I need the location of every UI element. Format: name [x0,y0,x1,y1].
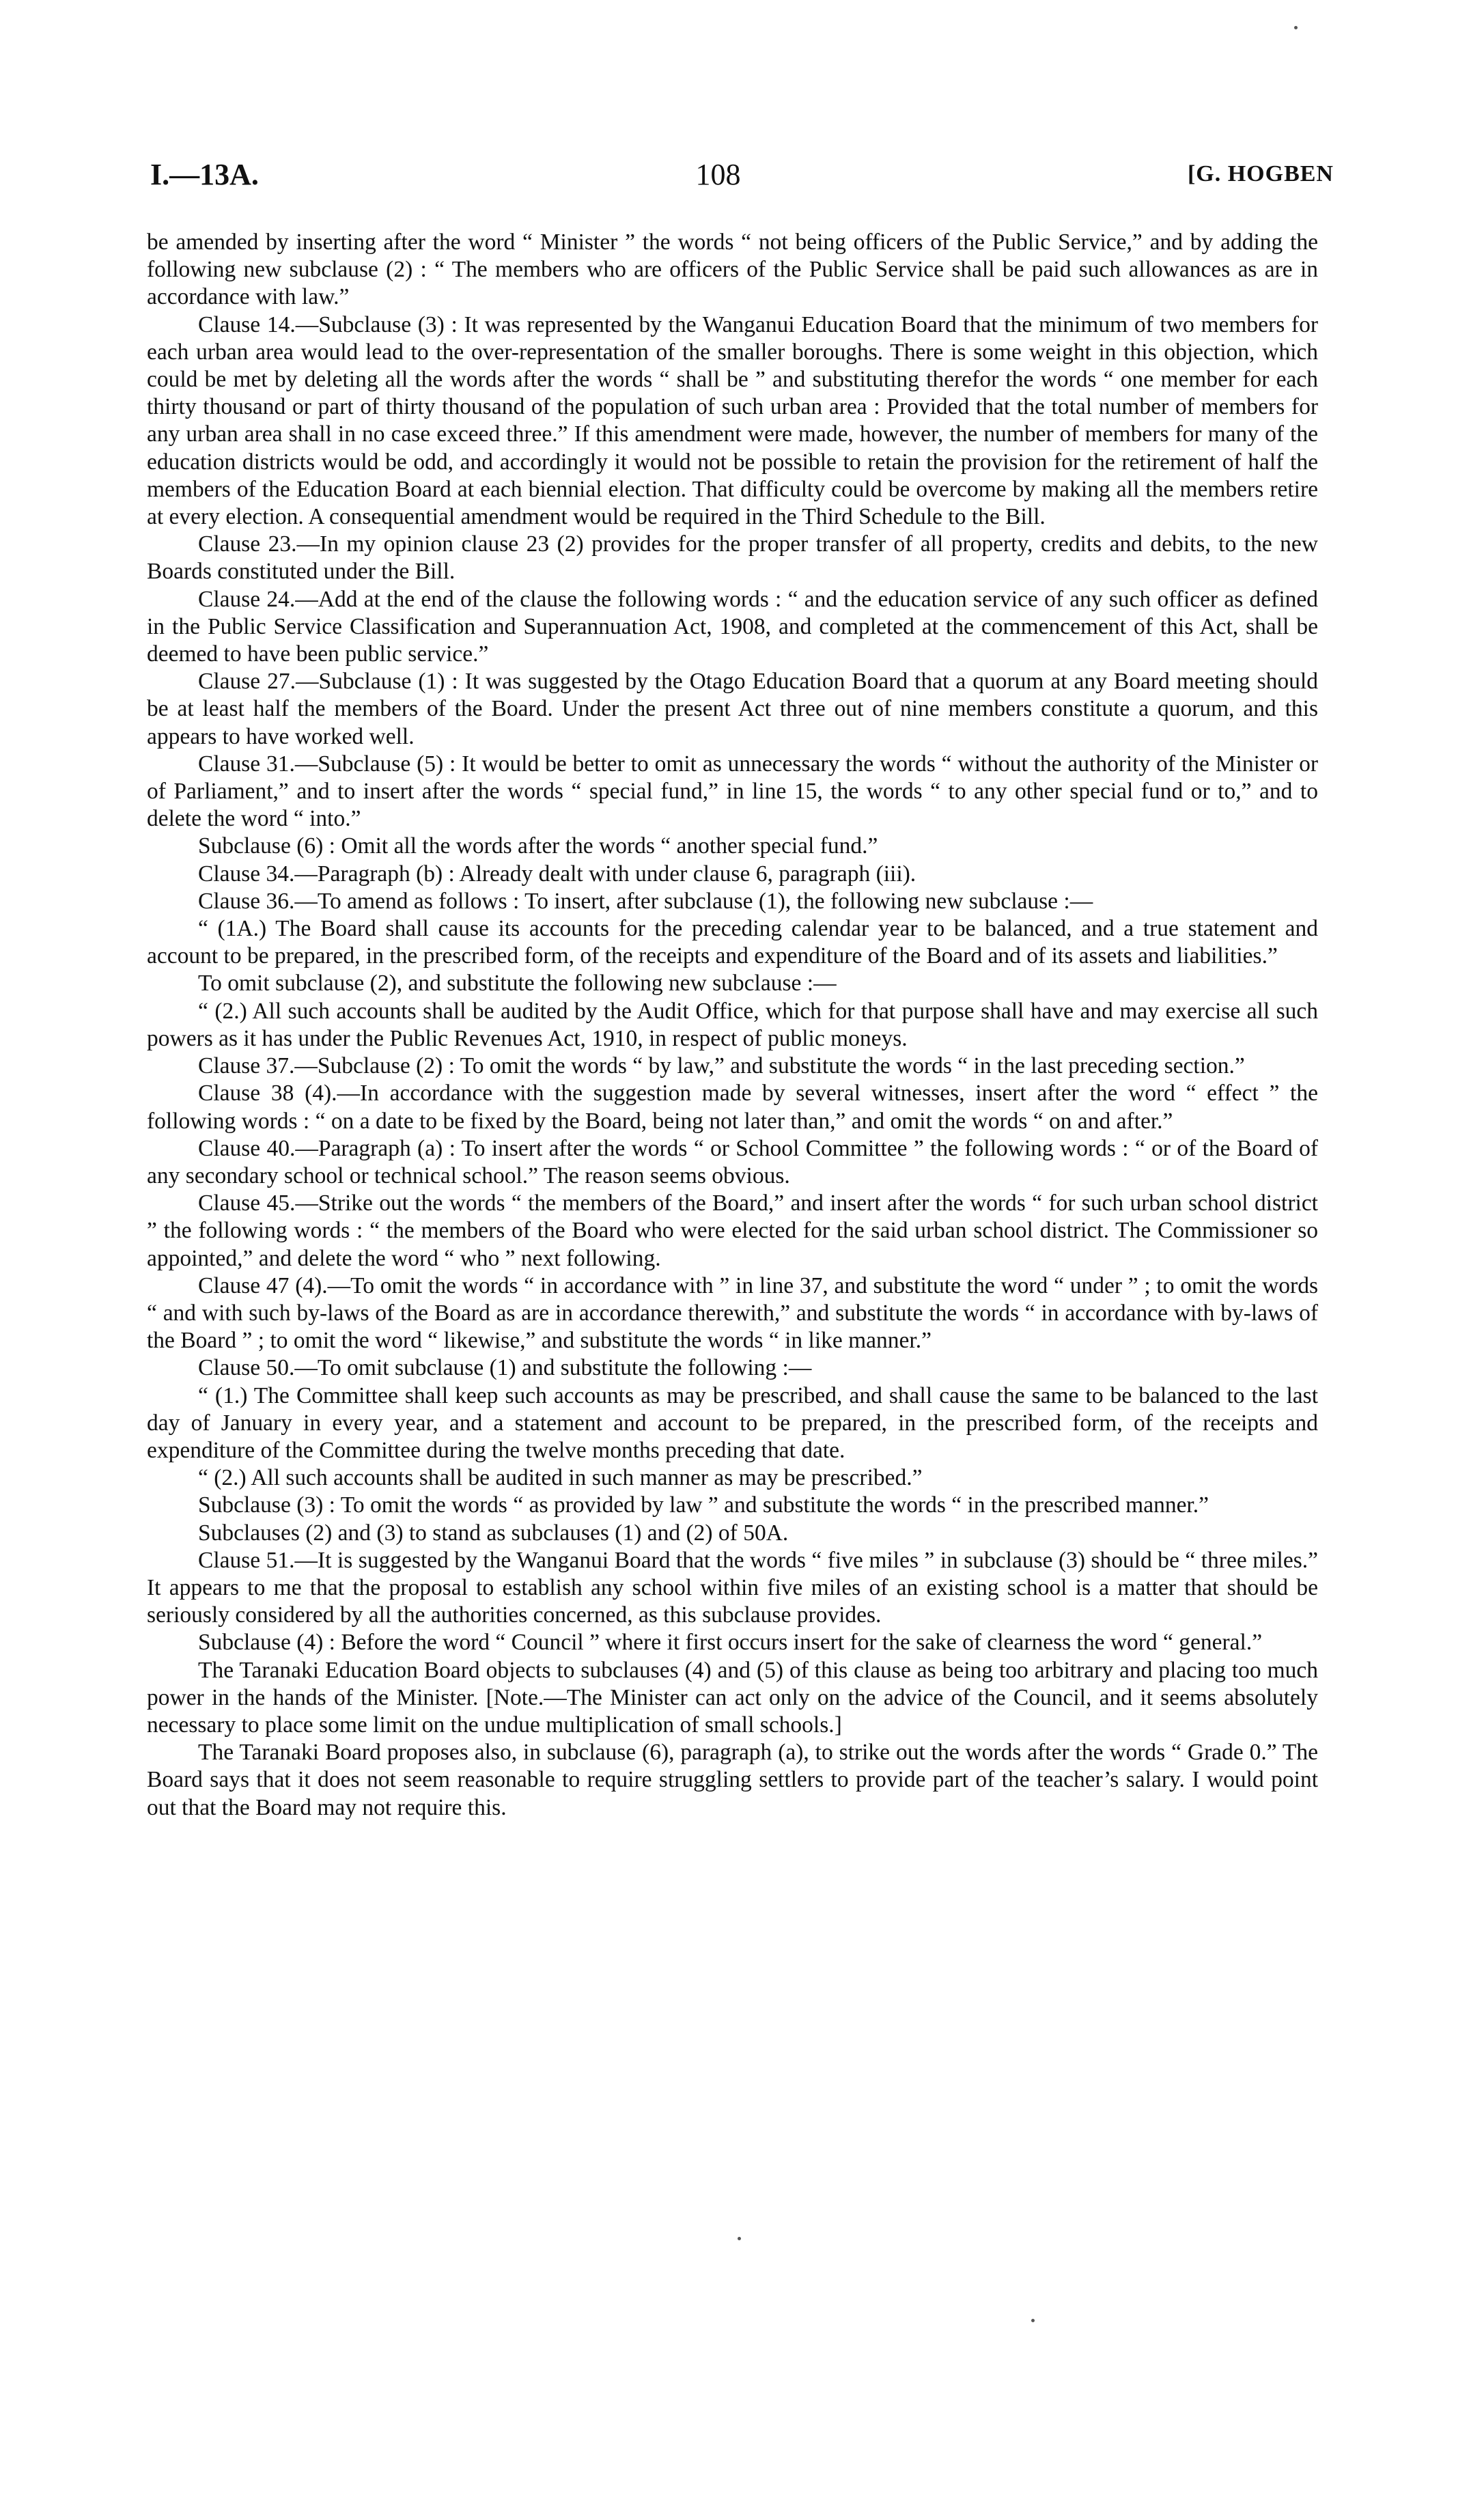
paragraph: Clause 38 (4).—In accordance with the suggestion made by several witnesses, insert after the word “ effect ” the following words : “ on a date to be fixed by the Board, being not later than,” and omit the words “ on and after.” [147,1081,1318,1134]
scan-speck [1031,2319,1035,2322]
paragraph: Clause 50.—To omit subclause (1) and substitute the following :— [198,1355,812,1381]
paragraph: “ (2.) All such accounts shall be audited in such manner as may be prescribed.” [198,1465,923,1491]
paragraph: The Taranaki Education Board objects to subclauses (4) and (5) of this clause as being too arbitrary and placing too much power in the hands of the Minister. [Note.—The Minister can act only on the advice of the Council, and it seems absolutely necessary to place some limit on the undue multiplication of small schools.] [147,1657,1318,1738]
scan-speck [1294,26,1298,29]
body-text [147,229,1318,1822]
paragraph: Clause 51.—It is suggested by the Wanganui Board that the words “ five miles ” in subclause (3) should be “ three miles.” It appears to me that the proposal to establish any school within five miles of an existing school is a matter that should be seriously considered by all the authorities concerned, as this subclause provides. [147,1547,1318,1628]
paragraph: Clause 23.—In my opinion clause 23 (2) provides for the proper transfer of all property, credits and debits, to the new Boards constituted under the Bill. [147,531,1318,585]
paragraph: Clause 31.—Subclause (5) : It would be better to omit as unnecessary the words “ without the authority of the Minister or of Parliament,” and to insert after the words “ special fund,” in line 15, the words “ to any other special fund or to,” and to delete the word “ into.” [147,751,1318,832]
paragraph: Clause 27.—Subclause (1) : It was suggested by the Otago Education Board that a quorum at any Board meeting should be at least half the members of the Board. Under the present Act three out of nine members constitute a quorum, and this appears to have worked well. [147,669,1318,749]
paragraph: Clause 47 (4).—To omit the words “ in accordance with ” in line 37, and substitute the word “ under ” ; to omit the words “ and with such by-laws of the Board as are in accordance therewith,” and substitute the words “ in accordance with by-laws of the Board ” ; to omit the word “ likewise,” and substitute the words “ in like manner.” [147,1272,1318,1354]
paragraph: Subclauses (2) and (3) to stand as subclauses (1) and (2) of 50A. [198,1520,789,1546]
paragraph: “ (1.) The Committee shall keep such accounts as may be prescribed, and shall cause the same to be balanced to the last day of January in every year, and a statement and account to be prepared, in the prescribed form, of the receipts and expenditure of the Committee during the twelve months preceding that date. [147,1382,1318,1463]
paragraph: To omit subclause (2), and substitute the following new subclause :— [198,971,837,997]
paragraph: The Taranaki Board proposes also, in subclause (6), paragraph (a), to strike out the words after the words “ Grade 0.” The Board says that it does not seem reasonable to require struggling settlers to provide part of the teacher’s salary. I would point out that the Board may not require this. [147,1740,1318,1820]
paragraph: be amended by inserting after the word “ Minister ” the words “ not being officers of the Public Service,” and by adding the following new subclause (2) : “ The members who are officers of the Public Service shall be paid such allowances as are in accordance with law.” [147,229,1318,310]
page-number: 108 [695,158,741,191]
scan-speck [738,2237,741,2240]
author-reference: [G. HOGBEN [1187,161,1334,186]
paragraph: Clause 40.—Paragraph (a) : To insert after the words “ or School Committee ” the following words : “ or of the Board of any secondary school or technical school.” The reason seems obvious. [147,1135,1318,1188]
paragraph: Clause 36.—To amend as follows : To insert, after subclause (1), the following new subclause :— [198,888,1093,914]
paragraph: Clause 14.—Subclause (3) : It was represented by the Wanganui Education Board that the minimum of two members for each urban area would lead to the over-representation of the smaller boroughs. There is some weight in this objection, which could be met by deleting all the words after the words “ shall be ” and substituting therefor the words “ one member for each thirty thousand or part of thirty thousand of the population of such urban area : Provided that the total number of members for any urban area shall in no case exceed three.” If this amendment were made, however, the number of members for many of the education districts would be odd, and accordingly it would not be possible to retain the provision for the retirement of half the members of the Education Board at each biennial election. That difficulty could be overcome by making all the members retire at every election. A consequential amendment would be required in the Third Schedule to the Bill. [147,311,1318,530]
page-header [102,157,1334,205]
paragraph: Clause 45.—Strike out the words “ the members of the Board,” and insert after the words “ for such urban school district ” the following words : “ the members of the Board who were elected for the said urban school district. The Commissioner so appointed,” and delete the word “ who ” next following. [147,1190,1318,1271]
paragraph: Subclause (4) : Before the word “ Council ” where it first occurs insert for the sake of clearness the word “ general.” [198,1630,1263,1656]
paragraph: Subclause (3) : To omit the words “ as provided by law ” and substitute the words “ in the prescribed manner.” [198,1492,1209,1518]
paragraph: Clause 34.—Paragraph (b) : Already dealt with under clause 6, paragraph (iii). [198,861,916,887]
paragraph: Subclause (6) : Omit all the words after the words “ another special fund.” [198,833,878,859]
document-reference: I.—13A. [150,158,259,191]
paragraph: Clause 37.—Subclause (2) : To omit the words “ by law,” and substitute the words “ in the last preceding section.” [198,1053,1245,1079]
paragraph: Clause 24.—Add at the end of the clause the following words : “ and the education service of any such officer as defined in the Public Service Classification and Superannuation Act, 1908, and completed at the commencement of this Act, shall be deemed to have been public service.” [147,586,1318,667]
paragraph: “ (2.) All such accounts shall be audited by the Audit Office, which for that purpose shall have and may exercise all such powers as it has under the Public Revenues Act, 1910, in respect of public moneys. [147,998,1318,1051]
paragraph: “ (1A.) The Board shall cause its accounts for the preceding calendar year to be balanced, and a true statement and account to be prepared, in the prescribed form, of the receipts and expenditure of the Board and of its assets and liabilities.” [147,916,1318,969]
